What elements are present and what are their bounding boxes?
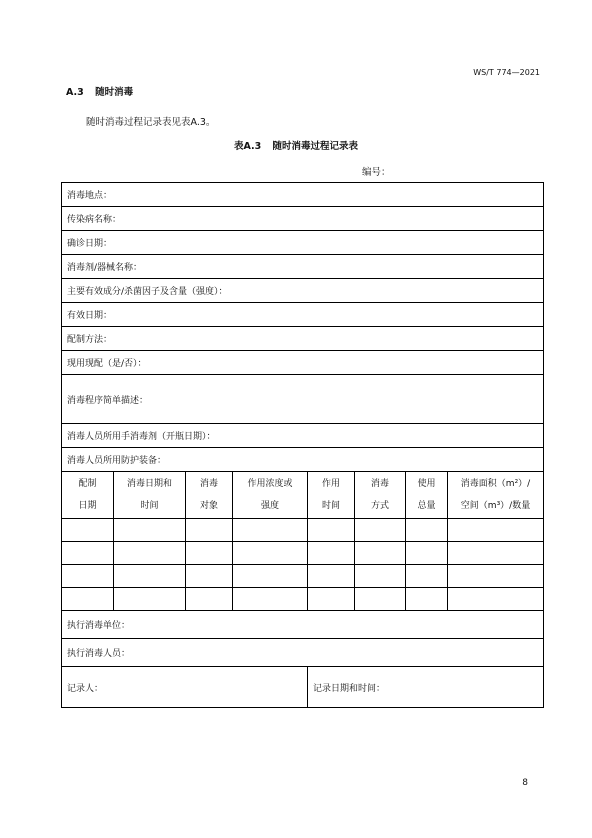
exec-unit-field[interactable]: 执行消毒单位：: [62, 611, 544, 639]
form-field[interactable]: 主要有效成分/杀菌因子及含量（强度）：: [62, 279, 544, 303]
column-header-line: 方式: [370, 501, 389, 511]
table-cell[interactable]: [114, 588, 186, 611]
table-cell[interactable]: [233, 565, 308, 588]
column-header-line: 时间: [321, 501, 340, 511]
table-title: 随时消毒过程记录表: [272, 141, 359, 152]
exec-staff-field[interactable]: 执行消毒人员：: [62, 639, 544, 667]
form-field-row: [62, 207, 544, 231]
table-cell[interactable]: [308, 542, 355, 565]
column-header-line: 配制: [78, 479, 97, 489]
column-header: [114, 472, 186, 519]
form-field[interactable]: 有效日期：: [62, 303, 544, 327]
table-cell[interactable]: [114, 542, 186, 565]
form-field-row: [62, 303, 544, 327]
table-cell[interactable]: [355, 565, 406, 588]
column-header-row: [62, 472, 544, 519]
form-field-row: [62, 448, 544, 472]
column-header: [406, 472, 448, 519]
table-cell[interactable]: [62, 565, 114, 588]
form-field-row: [62, 375, 544, 424]
column-header-line: 日期: [78, 501, 97, 511]
table-cell[interactable]: [448, 565, 544, 588]
column-header-line: 消毒: [199, 479, 218, 489]
table-cell[interactable]: [406, 565, 448, 588]
table-cell[interactable]: [355, 519, 406, 542]
record-datetime-field[interactable]: 记录日期和时间：: [308, 667, 544, 708]
page-number: 8: [522, 778, 528, 788]
column-header-line: 消毒面积（m²）/: [460, 479, 531, 489]
column-header: [308, 472, 355, 519]
record-table: [61, 182, 544, 708]
standard-code: WS/T 774—2021: [473, 68, 540, 77]
table-cell[interactable]: [114, 565, 186, 588]
table-cell[interactable]: [448, 542, 544, 565]
table-cell[interactable]: [186, 565, 233, 588]
column-header: [448, 472, 544, 519]
form-field-row: [62, 424, 544, 448]
section-heading: [66, 84, 133, 98]
exec-unit-row: [62, 611, 544, 639]
table-cell[interactable]: [233, 588, 308, 611]
table-cell[interactable]: [406, 588, 448, 611]
column-header-line: 总量: [417, 501, 436, 511]
form-field-row: [62, 327, 544, 351]
form-field-row: [62, 231, 544, 255]
form-field[interactable]: 现用现配（是/否）：: [62, 351, 544, 375]
form-field-row: [62, 279, 544, 303]
table-cell[interactable]: [186, 542, 233, 565]
form-field[interactable]: 消毒人员所用手消毒剂（开瓶日期）：: [62, 424, 544, 448]
form-field-row: [62, 183, 544, 207]
column-header-line: 作用: [321, 479, 340, 489]
table-cell[interactable]: [186, 588, 233, 611]
section-number: A.3: [66, 87, 84, 98]
form-field[interactable]: 消毒程序简单描述：: [62, 375, 544, 424]
table-cell[interactable]: [448, 588, 544, 611]
form-field[interactable]: 传染病名称：: [62, 207, 544, 231]
section-intro: 随时消毒过程记录表见表A.3。: [86, 117, 216, 128]
form-field-row: [62, 255, 544, 279]
table-cell[interactable]: [62, 519, 114, 542]
table-cell[interactable]: [355, 588, 406, 611]
column-header-line: 消毒: [370, 479, 389, 489]
column-header: [62, 472, 114, 519]
table-cell[interactable]: [114, 519, 186, 542]
table-row: [62, 542, 544, 565]
column-header: [355, 472, 406, 519]
form-field-row: [62, 351, 544, 375]
exec-staff-row: [62, 639, 544, 667]
table-cell[interactable]: [62, 542, 114, 565]
section-title: 随时消毒: [95, 87, 134, 98]
column-header-line: 作用浓度或: [247, 479, 293, 489]
table-cell[interactable]: [355, 542, 406, 565]
column-header: [233, 472, 308, 519]
table-cell[interactable]: [406, 542, 448, 565]
column-header: [186, 472, 233, 519]
column-header-line: 对象: [199, 501, 218, 511]
table-cell[interactable]: [308, 565, 355, 588]
column-header-line: 使用: [417, 479, 436, 489]
column-header-line: 空间（m³）/数量: [460, 501, 531, 511]
serial-number-label: 编号：: [362, 167, 391, 178]
form-field[interactable]: 配制方法：: [62, 327, 544, 351]
table-cell[interactable]: [62, 588, 114, 611]
table-row: [62, 588, 544, 611]
table-cell[interactable]: [308, 588, 355, 611]
column-header-line: 强度: [260, 501, 279, 511]
table-caption: [0, 138, 592, 152]
form-field[interactable]: 确诊日期：: [62, 231, 544, 255]
table-cell[interactable]: [233, 542, 308, 565]
recorder-field[interactable]: 记录人：: [62, 667, 308, 708]
footer-row: [62, 667, 544, 708]
column-header-line: 时间: [140, 501, 159, 511]
form-field[interactable]: 消毒剂/器械名称：: [62, 255, 544, 279]
form-field[interactable]: 消毒地点：: [62, 183, 544, 207]
column-header-line: 消毒日期和: [126, 479, 172, 489]
table-cell[interactable]: [308, 519, 355, 542]
form-field[interactable]: 消毒人员所用防护装备：: [62, 448, 544, 472]
table-row: [62, 519, 544, 542]
table-row: [62, 565, 544, 588]
table-cell[interactable]: [448, 519, 544, 542]
table-number: 表A.3: [233, 141, 262, 152]
table-cell[interactable]: [233, 519, 308, 542]
table-cell[interactable]: [406, 519, 448, 542]
table-cell[interactable]: [186, 519, 233, 542]
record-form: [61, 182, 543, 708]
